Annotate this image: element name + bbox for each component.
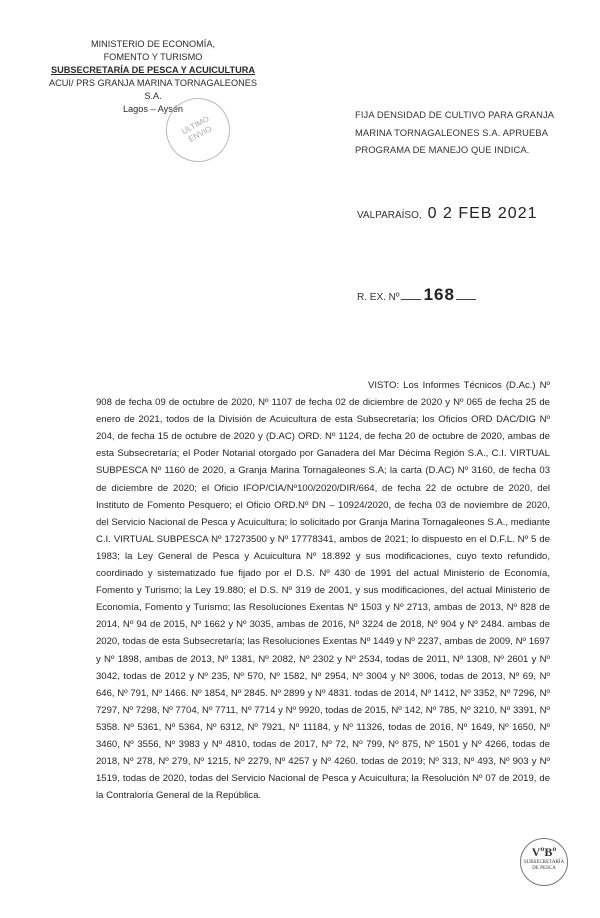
approval-seal-caption: SUBSECRETARÍA DE PESCA [523,860,565,871]
subsecretaria-line: SUBSECRETARÍA DE PESCA Y ACUICULTURA [50,65,255,75]
document-date [357,205,538,223]
approval-seal [520,838,568,886]
date-place: VALPARAÍSO, [357,210,422,221]
date-value: 0 2 FEB 2021 [427,205,538,222]
resolution-value: 168 [423,285,455,304]
resolution-number [357,285,477,305]
company-line: ACUI/ PRS GRANJA MARINA TORNAGALEONES S.A. [49,78,257,101]
document-subject: FIJA DENSIDAD DE CULTIVO PARA GRANJA MARINA TORNAGALEONES S.A. APRUEBA PROGRAMA DE MANEJO QUE INDICA. [355,109,554,155]
resolution-label: R. EX. Nº [357,292,400,303]
approval-seal-title: VºBº [531,845,557,859]
blank-line [401,299,421,300]
blank-line [456,299,476,300]
region-line: Lagos – Aysén [122,104,184,114]
letterhead [48,38,258,116]
received-stamp-text: ULTIMO ENVIO [180,114,214,144]
visto-paragraph: VISTO: Los Informes Técnicos (D.Ac.) Nº 908 de fecha 09 de octubre de 2020, Nº 1107 de fecha 02 de diciembre de 2020 y Nº 065 de fecha 25 de enero de 2021, todos de la División de Acuicultura de esta Subsecretaría; los Oficios ORD DAC/DIG Nº 204, de fecha 15 de octubre de 2020 y (D.AC) ORD. Nº 1124, de fecha 20 de octubre de 2020, ambas de esta Subsecretaría; el Poder Notarial otorgado por Ganadera del Mar Décima Región S.A., C.I. VIRTUAL SUBPESCA Nº 1160 de 2020, a Granja Marina Tornagaleones S.A; la carta (D.AC) Nº 3160, de fecha 03 de diciembre de 2020; el Oficio IFOP/CIA/Nº100/2020/DIR/664, de fecha 22 de octubre de 2020, del Instituto de Fomento Pesquero; el Oficio ORD.Nº DN – 10924/2020, de fecha 03 de noviembre de 2020, del Servicio Nacional de Pesca y Acuicultura; lo solicitado por Granja Marina Tornagaleones S.A., mediante C.I. VIRTUAL SUBPESCA Nº 17273500 y Nº 17778341, ambos de 2021; lo dispuesto en el D.F.L. Nº 5 de 1983; la Ley General de Pesca y Acuicultura Nº 18.892 y sus modificaciones, cuyo texto refundido, coordinado y sistematizado fue fijado por el D.S. Nº 430 de 1991 del actual Ministerio de Economía, Fomento y Turismo; la Ley 19.880; el D.S. Nº 319 de 2001, y sus modificaciones, del actual Ministerio de Economía, Fomento y Turismo; las Resoluciones Exentas Nº 1503 y Nº 2713, ambas de 2013, Nº 828 de 2014, Nº 94 de 2015, Nº 1662 y Nº 3035, ambas de 2016, Nº 3224 de 2018, Nº 904 y Nº 2484. ambas de 2020, todas de esta Subsecretaría; las Resoluciones Exentas Nº 1449 y Nº 2237, ambas de 2009, Nº 1697 y Nº 1898, ambas de 2013, Nº 1381, Nº 2082, Nº 2302 y Nº 2534, todas de 2011, Nº 1308, Nº 2601 y Nº 3042, todas de 2012 y Nº 235, Nº 570, Nº 1582, Nº 2954, Nº 3004 y Nº 3006, todas de 2013, Nº 69, Nº 646, Nº 791, Nº 1466. Nº 1854, Nº 2845. Nº 2899 y Nº 4831. todas de 2014, Nº 1412, Nº 3352, Nº 7296, Nº 7297, Nº 7298, Nº 7704, Nº 7711, Nº 7714 y Nº 9920, todas de 2015, Nº 142, Nº 785, Nº 3210, Nº 3391, Nº 5358. Nº 5361, Nº 5364, Nº 6312, Nº 7921, Nº 11184, y Nº 11326, todas de 2016, Nº 1649, Nº 1650, Nº 3460, Nº 3556, Nº 3983 y Nº 4810, todas de 2017, Nº 72, Nº 799, Nº 875, Nº 1501 y Nº 4266, todas de 2018, Nº 278, Nº 279, Nº 1215, Nº 2279, Nº 4257 y Nº 4260. todas de 2019; Nº 313, Nº 493, Nº 903 y Nº 1519, todas de 2020, todas del Servicio Nacional de Pesca y Acuicultura; la Resolución Nº 07 de 2019, de la Contraloría General de la República. [96,380,550,802]
ministry-line: MINISTERIO DE ECONOMÍA, [90,39,216,49]
ministry-line-2: FOMENTO Y TURISMO [103,52,203,62]
